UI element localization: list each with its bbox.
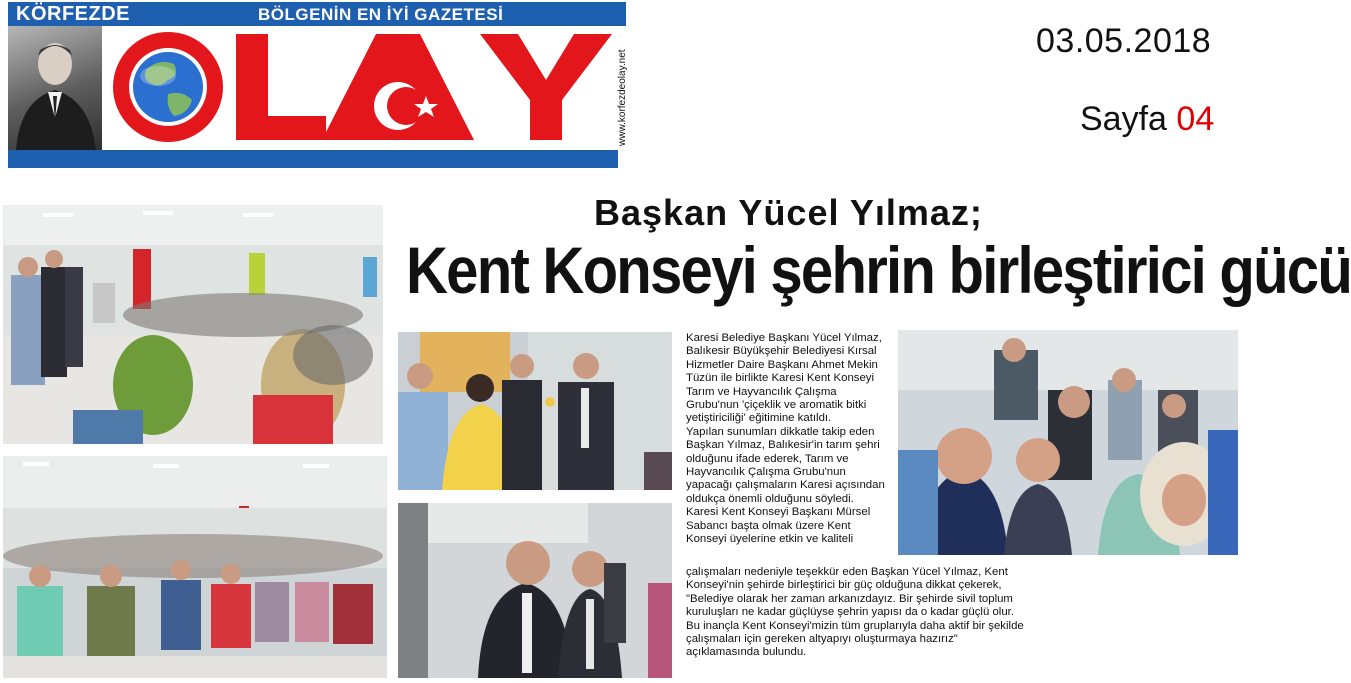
photo-audience-group-closeup <box>898 330 1238 555</box>
masthead-top-bar <box>8 2 626 26</box>
photo-two-officials-smiling <box>398 503 672 678</box>
website-url-vertical <box>614 32 628 148</box>
article-body-wide <box>686 566 1026 660</box>
ataturk-portrait-image <box>8 26 102 150</box>
article-paragraph-continued: çalışmaları nedeniyle teşekkür eden Başkan Yücel Yılmaz, Kent Konseyi'nin şehirde birleştirici bir güç olduğuna dikkat çekerek, "Belediye olarak her zaman arkanızdayız. Bir şehirde sivil toplum kuruluşları ne kadar güçlüyse şehrin yapısı da o kadar güçlü olur. Bu inançla Kent Konseyi'mizin tüm gruplarıyla daha aktif bir şekilde çalışmaları için gereken altyapıyı oluşturmaya hazırız" açıklamasında bulundu. <box>686 566 1024 659</box>
photo-presenting-flower <box>398 332 672 490</box>
meeting-photo-audience-applause <box>3 205 383 444</box>
article-paragraph: Yapılan sunumları dikkatle takip eden Başkan Yılmaz, Balıkesir'in tarım şehri olduğunu ifade ederek, Tarım ve Hayvancılık Çalışma Grubu'nun yapacağı çalışmaların Karesi açısından oldukça önemli olduğunu söyledi. <box>686 425 885 505</box>
article-body-column <box>686 332 892 547</box>
portrait-silhouette-icon <box>8 26 102 150</box>
olay-logo <box>108 28 616 146</box>
masthead-slogan: BÖLGENİN EN İYİ GAZETESİ <box>258 5 504 24</box>
issue-date: 03.05.2018 <box>1036 22 1212 60</box>
meeting-photo-seated-group <box>3 456 387 678</box>
article-paragraph: Karesi Belediye Başkanı Yücel Yılmaz, Balıkesir Büyükşehir Belediyesi Kırsal Hizmetler Daire Başkanı Ahmet Mekin Tüzün ile birlikte Karesi Kent Konseyi Tarım ve Hayvancılık Çalışma Grubu'nun 'çiçeklik ve aromatik bitki yetiştiriciliği' eğitimine katıldı. <box>686 332 882 425</box>
newspaper-masthead <box>8 2 626 168</box>
masthead-region-label: KÖRFEZDE <box>16 3 130 25</box>
masthead-bottom-bar <box>8 150 618 168</box>
page-label: Sayfa <box>1080 100 1167 138</box>
page-indicator <box>1080 100 1214 139</box>
website-url: www.korfezdeolay.net <box>617 49 628 146</box>
page-number: 04 <box>1176 100 1215 138</box>
headline-kicker: Başkan Yücel Yılmaz; <box>594 192 983 233</box>
headline-title: Kent Konseyi şehrin birleştirici gücü <box>406 233 1351 307</box>
article-paragraph: Karesi Kent Konseyi Başkanı Mürsel Sabancı başta olmak üzere Kent Konseyi üyelerine etkin ve kaliteli <box>686 506 871 546</box>
